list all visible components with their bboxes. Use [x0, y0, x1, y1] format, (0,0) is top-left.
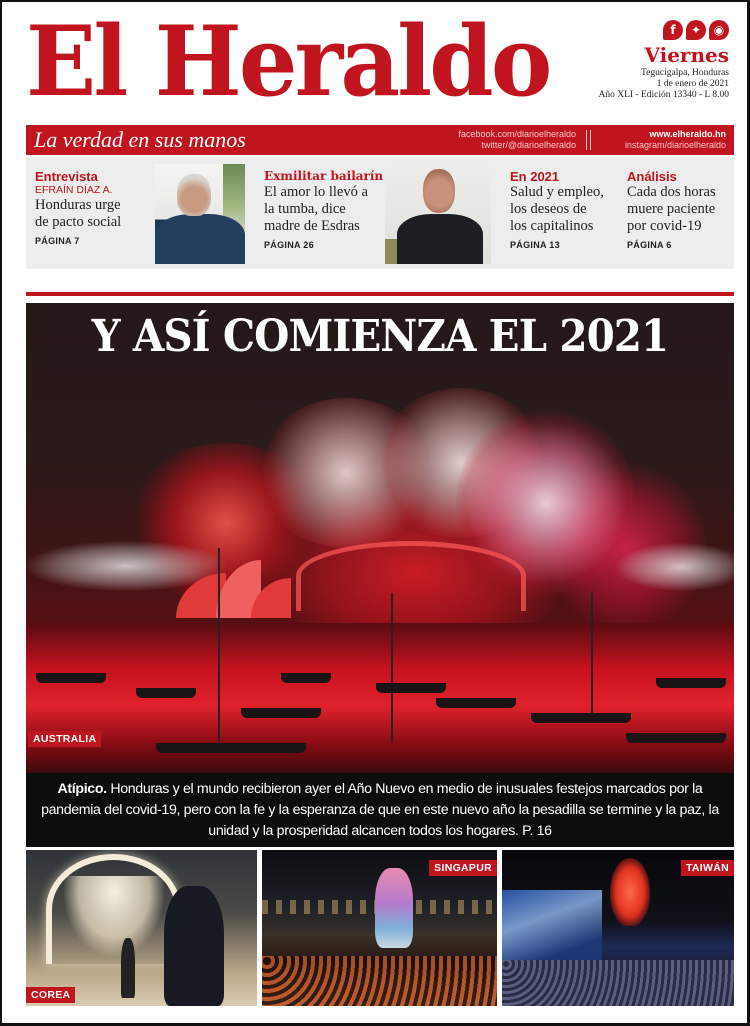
- caption-lead: Atípico.: [57, 781, 107, 797]
- teaser-headline-line: la tumba, dice: [264, 201, 346, 217]
- facebook-icon[interactable]: f: [663, 20, 683, 40]
- teaser-byline: EFRAÍN DÍAZ A.: [35, 184, 113, 196]
- teaser-headline-line: madre de Esdras: [264, 218, 360, 234]
- photo-taiwan[interactable]: [502, 850, 734, 1006]
- teaser-headline-line: El amor lo llevó a: [264, 184, 368, 200]
- website-link[interactable]: www.elheraldo.hn: [649, 129, 726, 139]
- location: Tegucigalpa, Honduras: [641, 68, 729, 78]
- teaser-headline-line: muere paciente: [627, 201, 716, 217]
- person: [164, 886, 224, 1006]
- teaser-headline-line: Honduras urge: [35, 197, 121, 213]
- social-icons: [589, 20, 729, 40]
- teaser-headline-line: los capitalinos: [510, 218, 594, 234]
- opera-house: [146, 558, 296, 618]
- photo-label-singapur: SINGAPUR: [429, 860, 497, 876]
- exmilitar-photo: [385, 164, 491, 264]
- photo-singapur[interactable]: [262, 850, 497, 1006]
- caption-text: Honduras y el mundo recibieron ayer el Año Nuevo en medio de inusuales festejos marcados por la pandemia del covid-19, pero con la fe y la esperanza de que en este nuevo año la pesadilla se termine y la paz, la unidad y la prosperidad alcancen todos los hogares.: [41, 781, 719, 839]
- teaser-kicker: En 2021: [510, 169, 560, 184]
- teaser-page: PÁGINA 7: [35, 236, 80, 246]
- photo-label-taiwan: TAIWÁN: [681, 860, 734, 876]
- harbour-water: [26, 623, 734, 773]
- harbour-bridge: [296, 541, 526, 611]
- photo-label-australia: AUSTRALIA: [28, 731, 101, 747]
- teaser-page: PÁGINA 26: [264, 240, 314, 250]
- teaser-headline-line: de pacto social: [35, 214, 122, 230]
- main-headline: Y ASÍ COMIENZA EL 2021: [91, 311, 669, 362]
- masthead-info: [589, 20, 729, 101]
- taipei-101-fireworks: [610, 858, 650, 926]
- weekday: Viernes: [644, 43, 729, 67]
- teaser-page: PÁGINA 6: [627, 240, 672, 250]
- hero-caption: [26, 773, 734, 847]
- photo-label-corea: COREA: [26, 987, 75, 1003]
- web-links: [625, 129, 726, 151]
- twitter-icon[interactable]: ✦: [686, 20, 706, 40]
- teaser-page: PÁGINA 13: [510, 240, 560, 250]
- merlion-statue: [375, 868, 413, 948]
- tagline-bar: [26, 125, 734, 155]
- edition-info: Año XLI - Edición 13340 - L 8.00: [598, 90, 729, 100]
- firework-burst: [616, 543, 734, 591]
- social-links: [441, 129, 576, 151]
- instagram-icon[interactable]: ◉: [709, 20, 729, 40]
- teaser-headline-line: Cada dos horas: [627, 184, 716, 200]
- separator: [586, 130, 591, 150]
- light-arch: [46, 854, 181, 964]
- teaser-kicker: Análisis: [627, 169, 677, 184]
- twitter-link[interactable]: twitter/@diarioelheraldo: [481, 140, 576, 150]
- tagline: La verdad en sus manos: [34, 127, 246, 152]
- issue-date: 1 de enero de 2021: [656, 79, 729, 89]
- section-divider: [26, 292, 734, 296]
- teaser-exmilitar[interactable]: [264, 169, 383, 252]
- teaser-2021[interactable]: [510, 169, 604, 252]
- teaser-headline-line: Salud y empleo,: [510, 184, 604, 200]
- hero-photo-australia[interactable]: [26, 303, 734, 773]
- interview-photo: [155, 164, 245, 264]
- teaser-strip: [26, 157, 734, 269]
- instagram-link[interactable]: instagram/diarioelheraldo: [624, 140, 726, 150]
- crowd: [262, 956, 497, 1006]
- masthead-title: El Heraldo: [26, 5, 550, 118]
- teaser-interview[interactable]: [35, 169, 121, 248]
- crowd: [502, 960, 734, 1006]
- facebook-link[interactable]: facebook.com/diarioelheraldo: [458, 129, 576, 139]
- teaser-headline-line: los deseos de: [510, 201, 587, 217]
- photo-corea[interactable]: [26, 850, 257, 1006]
- teaser-analisis[interactable]: [627, 169, 716, 252]
- teaser-kicker: Entrevista: [35, 169, 98, 184]
- caption-page: P. 16: [518, 823, 552, 839]
- teaser-kicker: Exmilitar bailarín: [264, 169, 384, 183]
- teaser-headline-line: por covid-19: [627, 218, 702, 234]
